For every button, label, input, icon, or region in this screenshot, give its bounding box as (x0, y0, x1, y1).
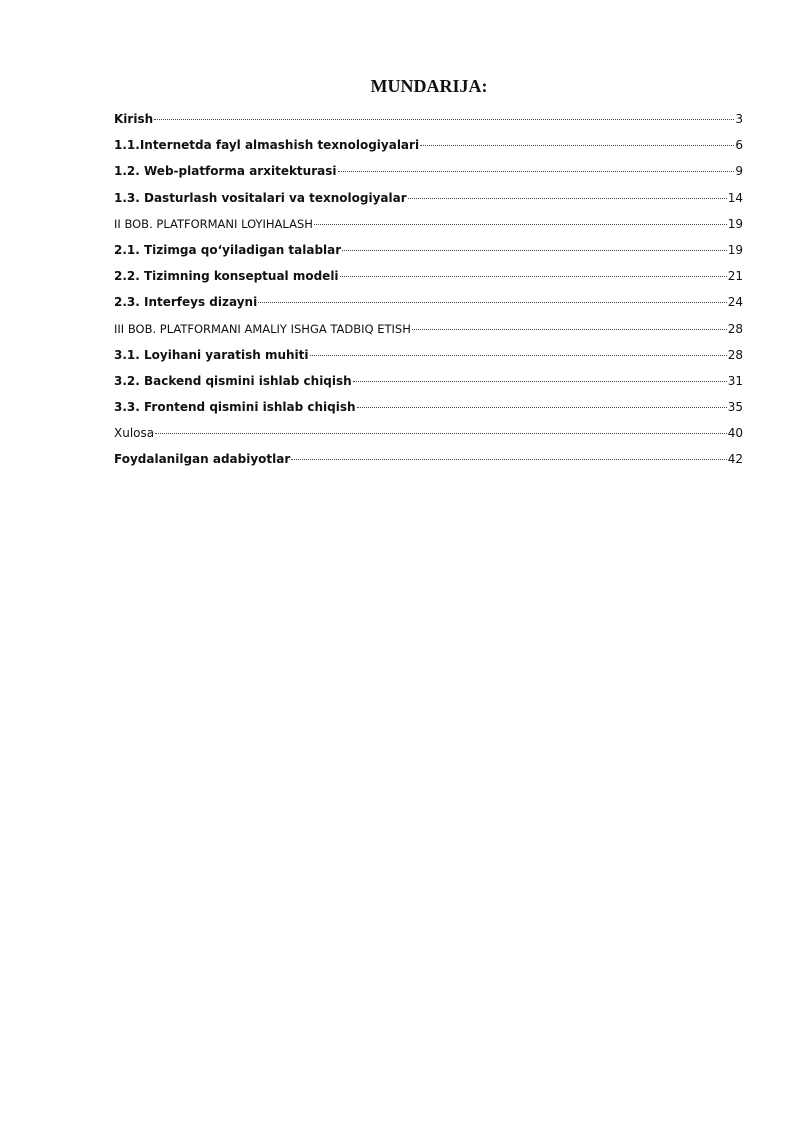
toc-entry[interactable] (114, 190, 743, 216)
toc-entry-label: 3.2. Backend qismini ishlab chiqish (114, 373, 352, 388)
dot-leader (340, 275, 727, 277)
toc-entry-label: Kirish (114, 112, 154, 126)
dot-leader (338, 170, 735, 172)
toc-entry-label: 3.3. Frontend qismini ishlab chiqish (114, 400, 356, 415)
toc-entry-page: 21 (727, 269, 743, 284)
dot-leader (291, 458, 726, 460)
page-title: MUNDARIJA: (370, 76, 488, 96)
dot-leader (310, 354, 727, 356)
toc-entry-label: 3.1. Loyihani yaratish muhiti (114, 347, 309, 362)
toc-entry[interactable] (114, 321, 743, 347)
toc-entry-page: 6 (735, 138, 743, 153)
toc-entry-page: 28 (727, 321, 743, 336)
toc-entry[interactable] (114, 163, 743, 189)
dot-leader (357, 406, 727, 408)
toc-entry-page: 40 (727, 426, 743, 441)
dot-leader (420, 144, 734, 146)
toc-entry[interactable] (114, 294, 743, 320)
toc-entry-page: 28 (727, 347, 743, 362)
toc-entry[interactable] (114, 347, 743, 373)
toc-entry-label: Foydalanilgan adabiyotlar (114, 452, 291, 467)
dot-leader (314, 223, 727, 225)
dot-leader (408, 197, 727, 199)
dot-leader (342, 249, 727, 251)
toc-entry-label: 1.1.Internetda fayl almashish texnologiyalari (114, 138, 420, 153)
toc-entry-label: II BOB. PLATFORMANI LOYIHALASH (114, 216, 313, 231)
toc-entry[interactable] (114, 137, 743, 163)
toc-entry-label: Xulosa (114, 426, 155, 441)
toc-entry[interactable] (114, 216, 743, 242)
dot-leader (155, 432, 727, 434)
table-of-contents (114, 111, 743, 478)
toc-entry-label: 1.3. Dasturlash vositalari va texnologiyalar (114, 190, 407, 205)
dot-leader (353, 380, 727, 382)
dot-leader (412, 328, 727, 330)
toc-entry-label: 2.1. Tizimga qo‘yiladigan talablar (114, 242, 342, 257)
toc-entry-label: 2.3. Interfeys dizayni (114, 295, 258, 310)
toc-entry[interactable] (114, 399, 743, 425)
toc-entry[interactable] (114, 425, 743, 451)
toc-entry-page: 14 (727, 190, 743, 205)
dot-leader (154, 118, 734, 120)
toc-entry-page: 3 (735, 112, 743, 126)
toc-entry-page: 42 (727, 452, 743, 467)
toc-entry[interactable] (114, 451, 743, 477)
toc-entry[interactable] (114, 268, 743, 294)
toc-entry[interactable] (114, 373, 743, 399)
toc-entry-page: 31 (727, 373, 743, 388)
toc-entry-page: 9 (735, 164, 743, 179)
dot-leader (258, 301, 727, 303)
toc-entry-page: 19 (727, 242, 743, 257)
toc-entry-label: 1.2. Web-platforma arxitekturasi (114, 164, 337, 179)
toc-entry-label: 2.2. Tizimning konseptual modeli (114, 269, 339, 284)
toc-entry-page: 24 (727, 295, 743, 310)
toc-entry[interactable] (114, 242, 743, 268)
toc-entry[interactable] (114, 111, 743, 137)
toc-entry-label: III BOB. PLATFORMANI AMALIY ISHGA TADBIQ ETISH (114, 321, 411, 336)
toc-entry-page: 19 (727, 216, 743, 231)
toc-entry-page: 35 (727, 400, 743, 415)
